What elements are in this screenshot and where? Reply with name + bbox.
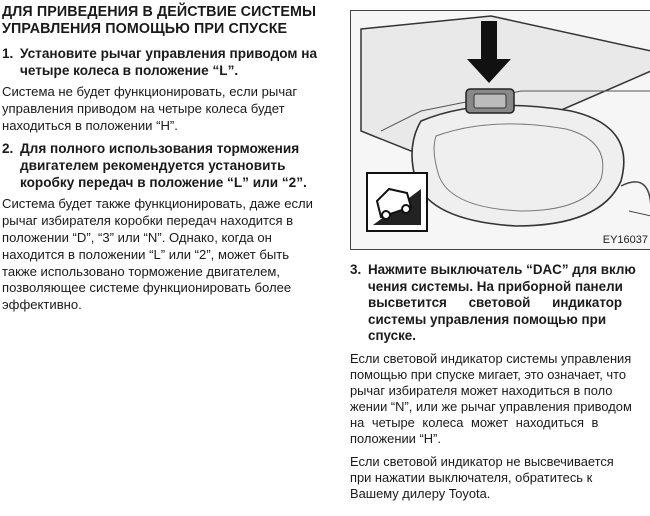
- step-3-line: Нажмите выключатель “DAC” для вклю: [368, 262, 636, 277]
- console-tray-shape: [412, 105, 624, 226]
- step-3-note-no-light: [350, 454, 650, 502]
- step-3-line: спуске.: [368, 328, 416, 343]
- step-1-text: Установите рычаг управления приводом на четыре колеса в положение “L”.: [20, 46, 318, 78]
- left-column: [2, 4, 324, 320]
- console-right-line: [629, 211, 650, 216]
- step-3-line: чения системы. На приборной панели: [368, 278, 623, 294]
- step-2: [2, 140, 324, 191]
- downhill-car-icon: [367, 173, 427, 231]
- note-line: рычаг избирателя может находиться в поло: [350, 382, 613, 398]
- note-line: положении “H”.: [350, 430, 441, 446]
- dashboard-drawing: [351, 11, 650, 250]
- step-1-number: 1.: [2, 46, 14, 61]
- step-3: [350, 262, 650, 345]
- dac-switch-illustration: [350, 10, 650, 250]
- step-1: [2, 45, 324, 79]
- note-line: помощью при спуске мигает, это означает, что: [350, 366, 627, 382]
- step-2-text: Для полного использования торможения двигателем рекомендуется установить коробку передач в положение “L” или “2”.: [20, 141, 307, 191]
- step-3-line: высветится световой индикатор: [368, 295, 623, 310]
- step-2-number: 2.: [2, 141, 14, 157]
- dac-switch-button: [474, 94, 506, 108]
- console-right-detail: [621, 182, 650, 211]
- note-line: Если световой индикатор системы управления: [350, 350, 632, 366]
- step-3-line: системы управления помощью при: [368, 311, 607, 327]
- step-3-note-blinking: [350, 351, 650, 447]
- step-2-note: Система будет также функционировать, даже если рычаг избирателя коробки передач находится в положении “D”, “3” или “N”. Однако, когда он находится в положении “L” или “2”, может быть также использовано торможение двигателем, позволяющее системе функционировать более эффективно.: [2, 196, 313, 313]
- section-heading: ДЛЯ ПРИВЕДЕНИЯ В ДЕЙСТВИЕ СИСТЕМЫ УПРАВЛЕНИЯ ПОМОЩЬЮ ПРИ СПУСКЕ: [2, 4, 317, 37]
- step-3-text: [368, 262, 636, 345]
- note-line: Вашему дилеру Toyota.: [350, 485, 491, 501]
- figure-code: EY16037: [602, 234, 648, 246]
- note-line: при нажатии выключателя, обратитесь к: [350, 469, 593, 485]
- step-1-note: Система не будет функционировать, если рычаг управления приводом на четыре колеса будет находиться в положении “H”.: [2, 84, 298, 133]
- right-column: [350, 262, 650, 509]
- note-line: Если световой индикатор не высвечивается: [350, 453, 614, 469]
- note-line: жении “N”, или же рычаг управления приводом: [350, 398, 632, 414]
- step-3-number: 3.: [350, 262, 362, 277]
- note-line: на четыре колеса может находиться в: [350, 414, 599, 430]
